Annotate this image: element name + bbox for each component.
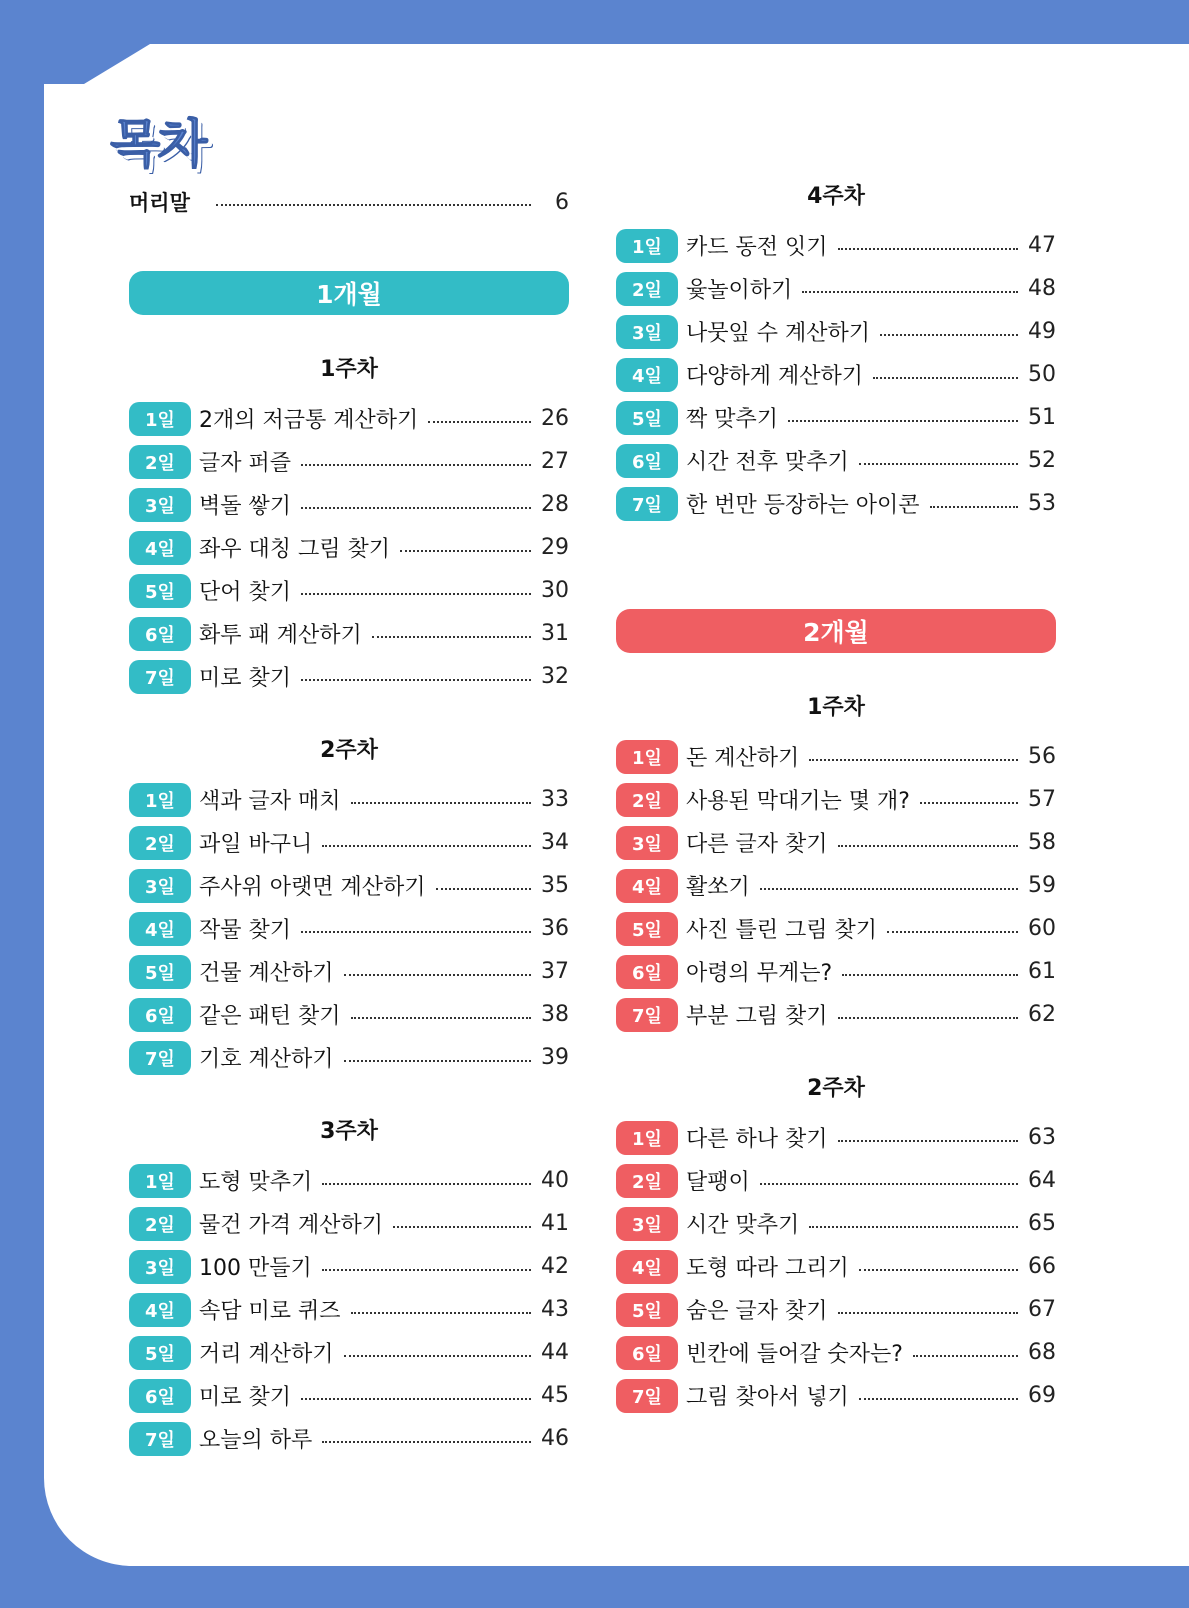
day-badge: 1일 xyxy=(616,740,678,774)
entry-title: 100 만들기 xyxy=(199,1256,312,1281)
leader-dots xyxy=(301,679,531,681)
toc-entry[interactable] xyxy=(129,1036,569,1079)
toc-entry[interactable] xyxy=(616,353,1056,396)
day-badge: 7일 xyxy=(129,660,191,694)
toc-entry[interactable] xyxy=(129,778,569,821)
month-1-week-2 xyxy=(129,734,569,1079)
toc-entry[interactable] xyxy=(129,907,569,950)
entry-title: 건물 계산하기 xyxy=(199,961,334,986)
toc-entry[interactable] xyxy=(616,778,1056,821)
entry-title: 단어 찾기 xyxy=(199,580,292,605)
entry-page: 40 xyxy=(541,1168,569,1193)
toc-entry[interactable] xyxy=(616,396,1056,439)
day-badge: 5일 xyxy=(129,955,191,989)
leader-dots xyxy=(873,377,1018,379)
toc-entry[interactable] xyxy=(616,1202,1056,1245)
toc-entry[interactable] xyxy=(129,1159,569,1202)
entry-page: 51 xyxy=(1028,405,1056,430)
entry-title: 빈칸에 들어갈 숫자는? xyxy=(686,1342,903,1367)
entry-page: 29 xyxy=(541,535,569,560)
leader-dots xyxy=(322,1441,531,1443)
leader-dots xyxy=(809,759,1018,761)
month-2-week-2 xyxy=(616,1072,1056,1417)
entry-page: 53 xyxy=(1028,491,1056,516)
entry-title: 카드 동전 잇기 xyxy=(686,235,828,260)
day-badge: 6일 xyxy=(616,444,678,478)
entry-page: 26 xyxy=(541,406,569,431)
month-1-bar: 1개월 xyxy=(129,271,569,315)
leader-dots xyxy=(838,1017,1019,1019)
toc-entry[interactable] xyxy=(616,950,1056,993)
entry-title: 돈 계산하기 xyxy=(686,746,800,771)
leader-dots xyxy=(301,464,531,466)
entry-page: 36 xyxy=(541,916,569,941)
leader-dots xyxy=(400,550,531,552)
entry-page: 65 xyxy=(1028,1211,1056,1236)
entry-page: 42 xyxy=(541,1254,569,1279)
day-badge: 6일 xyxy=(616,955,678,989)
toc-entry[interactable] xyxy=(129,1288,569,1331)
preface-label: 머리말 xyxy=(129,191,190,215)
toc-entry[interactable] xyxy=(129,397,569,440)
day-badge: 2일 xyxy=(616,783,678,817)
day-badge: 3일 xyxy=(129,1250,191,1284)
day-badge: 6일 xyxy=(129,617,191,651)
leader-dots xyxy=(301,507,531,509)
entry-title: 다른 글자 찾기 xyxy=(686,832,828,857)
toc-entry[interactable] xyxy=(129,864,569,907)
leader-dots xyxy=(809,1226,1018,1228)
toc-entry[interactable] xyxy=(129,483,569,526)
leader-dots xyxy=(322,845,531,847)
preface-page: 6 xyxy=(555,189,569,215)
toc-entry[interactable] xyxy=(129,1417,569,1460)
leader-dots xyxy=(930,506,1018,508)
entry-page: 50 xyxy=(1028,362,1056,387)
leader-dots xyxy=(322,1183,531,1185)
entry-title: 과일 바구니 xyxy=(199,832,313,857)
day-badge: 7일 xyxy=(616,998,678,1032)
entry-title: 물건 가격 계산하기 xyxy=(199,1213,384,1238)
week-title: 2주차 xyxy=(807,1076,865,1101)
leader-dots xyxy=(372,636,531,638)
entry-page: 38 xyxy=(541,1002,569,1027)
entry-page: 34 xyxy=(541,830,569,855)
day-badge: 4일 xyxy=(129,531,191,565)
toc-entry[interactable] xyxy=(616,1374,1056,1417)
entry-title: 짝 맞추기 xyxy=(686,407,779,432)
toc-entry[interactable] xyxy=(616,1116,1056,1159)
toc-entry[interactable] xyxy=(616,224,1056,267)
entry-page: 44 xyxy=(541,1340,569,1365)
entry-title: 작물 찾기 xyxy=(199,918,292,943)
month-2-week-1 xyxy=(616,691,1056,1036)
entry-page: 37 xyxy=(541,959,569,984)
entry-title: 글자 퍼즐 xyxy=(199,451,292,476)
preface-entry[interactable] xyxy=(129,180,569,224)
toc-entry[interactable] xyxy=(129,569,569,612)
day-badge: 6일 xyxy=(129,998,191,1032)
entry-title: 거리 계산하기 xyxy=(199,1342,334,1367)
toc-entry[interactable] xyxy=(616,482,1056,525)
leader-dots xyxy=(301,1398,531,1400)
entry-page: 27 xyxy=(541,449,569,474)
day-badge: 5일 xyxy=(129,1336,191,1370)
day-badge: 1일 xyxy=(129,783,191,817)
entry-title: 시간 전후 맞추기 xyxy=(686,450,849,475)
month-1-week-3 xyxy=(129,1115,569,1460)
day-badge: 2일 xyxy=(129,445,191,479)
toc-entry[interactable] xyxy=(129,1245,569,1288)
day-badge: 7일 xyxy=(616,487,678,521)
toc-entry[interactable] xyxy=(616,735,1056,778)
day-badge: 5일 xyxy=(129,574,191,608)
leader-dots xyxy=(838,845,1019,847)
day-badge: 3일 xyxy=(616,315,678,349)
entry-page: 63 xyxy=(1028,1125,1056,1150)
toc-entry[interactable] xyxy=(129,612,569,655)
entry-title: 부분 그림 찾기 xyxy=(686,1004,828,1029)
entry-page: 49 xyxy=(1028,319,1056,344)
entry-title: 좌우 대칭 그림 찾기 xyxy=(199,537,390,562)
entry-page: 28 xyxy=(541,492,569,517)
entry-page: 58 xyxy=(1028,830,1056,855)
toc-entry[interactable] xyxy=(616,1159,1056,1202)
leader-dots xyxy=(351,1017,532,1019)
entry-page: 33 xyxy=(541,787,569,812)
entry-title: 주사위 아랫면 계산하기 xyxy=(199,875,426,900)
month-2-bar: 2개월 xyxy=(616,609,1056,653)
leader-dots xyxy=(920,802,1018,804)
day-badge: 3일 xyxy=(616,826,678,860)
toc-column-right xyxy=(616,180,1056,1417)
day-badge: 4일 xyxy=(129,1293,191,1327)
toc-entry[interactable] xyxy=(616,439,1056,482)
entry-page: 41 xyxy=(541,1211,569,1236)
leader-dots xyxy=(788,420,1018,422)
entry-title: 오늘의 하루 xyxy=(199,1428,313,1453)
entry-page: 69 xyxy=(1028,1383,1056,1408)
toc-entry[interactable] xyxy=(616,310,1056,353)
day-badge: 7일 xyxy=(129,1422,191,1456)
toc-entry[interactable] xyxy=(129,655,569,698)
day-badge: 2일 xyxy=(616,1164,678,1198)
entry-title: 미로 찾기 xyxy=(199,666,292,691)
leader-dots xyxy=(887,931,1018,933)
day-badge: 6일 xyxy=(129,1379,191,1413)
leader-dots xyxy=(428,421,531,423)
entry-title: 숨은 글자 찾기 xyxy=(686,1299,828,1324)
entry-page: 35 xyxy=(541,873,569,898)
entry-title: 같은 패턴 찾기 xyxy=(199,1004,341,1029)
leader-dots xyxy=(859,1269,1018,1271)
entry-title: 한 번만 등장하는 아이콘 xyxy=(686,493,920,518)
leader-dots xyxy=(393,1226,531,1228)
day-badge: 7일 xyxy=(616,1379,678,1413)
entry-page: 56 xyxy=(1028,744,1056,769)
entry-page: 43 xyxy=(541,1297,569,1322)
week-title: 1주차 xyxy=(320,357,378,382)
entry-title: 윷놀이하기 xyxy=(686,278,793,303)
leader-dots xyxy=(436,888,531,890)
toc-entry[interactable] xyxy=(616,267,1056,310)
toc-entry[interactable] xyxy=(129,526,569,569)
leader-dots xyxy=(838,248,1019,250)
toc-entry[interactable] xyxy=(616,907,1056,950)
toc-column-left xyxy=(129,180,569,1460)
toc-entry[interactable] xyxy=(129,950,569,993)
day-badge: 1일 xyxy=(616,1121,678,1155)
leader-dots xyxy=(322,1269,531,1271)
entry-page: 45 xyxy=(541,1383,569,1408)
toc-entry[interactable] xyxy=(616,1245,1056,1288)
entry-title: 시간 맞추기 xyxy=(686,1213,800,1238)
leader-dots xyxy=(913,1355,1018,1357)
entry-title: 아령의 무게는? xyxy=(686,961,833,986)
day-badge: 1일 xyxy=(129,1164,191,1198)
entry-page: 61 xyxy=(1028,959,1056,984)
toc-entry[interactable] xyxy=(616,864,1056,907)
leader-dots xyxy=(351,1312,532,1314)
entry-title: 벽돌 쌓기 xyxy=(199,494,292,519)
entry-page: 31 xyxy=(541,621,569,646)
toc-entry[interactable] xyxy=(616,821,1056,864)
entry-page: 68 xyxy=(1028,1340,1056,1365)
leader-dots xyxy=(760,888,1018,890)
entry-title: 도형 따라 그리기 xyxy=(686,1256,849,1281)
entry-title: 속담 미로 퀴즈 xyxy=(199,1299,341,1324)
day-badge: 4일 xyxy=(616,358,678,392)
day-badge: 2일 xyxy=(129,1207,191,1241)
entry-title: 사용된 막대기는 몇 개? xyxy=(686,789,910,814)
week-title: 2주차 xyxy=(320,738,378,763)
leader-dots xyxy=(838,1140,1019,1142)
entry-title: 다양하게 계산하기 xyxy=(686,364,864,389)
day-badge: 1일 xyxy=(616,229,678,263)
leader-dots xyxy=(859,463,1018,465)
entry-page: 64 xyxy=(1028,1168,1056,1193)
leader-dots xyxy=(301,931,531,933)
entry-page: 47 xyxy=(1028,233,1056,258)
leader-dots xyxy=(880,334,1018,336)
day-badge: 5일 xyxy=(616,1293,678,1327)
entry-title: 활쏘기 xyxy=(686,875,750,900)
entry-page: 52 xyxy=(1028,448,1056,473)
day-badge: 3일 xyxy=(129,869,191,903)
entry-page: 48 xyxy=(1028,276,1056,301)
week-title: 3주차 xyxy=(320,1119,378,1144)
leader-dots xyxy=(859,1398,1018,1400)
leader-dots xyxy=(301,593,531,595)
leader-dots xyxy=(351,802,532,804)
entry-title: 나뭇잎 수 계산하기 xyxy=(686,321,871,346)
entry-title: 색과 글자 매치 xyxy=(199,789,341,814)
entry-page: 66 xyxy=(1028,1254,1056,1279)
day-badge: 6일 xyxy=(616,1336,678,1370)
entry-page: 57 xyxy=(1028,787,1056,812)
entry-title: 사진 틀린 그림 찾기 xyxy=(686,918,877,943)
day-badge: 3일 xyxy=(616,1207,678,1241)
day-badge: 7일 xyxy=(129,1041,191,1075)
leader-dots xyxy=(802,291,1018,293)
entry-page: 62 xyxy=(1028,1002,1056,1027)
day-badge: 4일 xyxy=(616,1250,678,1284)
day-badge: 1일 xyxy=(129,402,191,436)
entry-page: 60 xyxy=(1028,916,1056,941)
entry-title: 다른 하나 찾기 xyxy=(686,1127,828,1152)
entry-page: 39 xyxy=(541,1045,569,1070)
entry-page: 59 xyxy=(1028,873,1056,898)
leader-dots xyxy=(344,974,531,976)
month-1-week-1 xyxy=(129,353,569,698)
entry-title: 기호 계산하기 xyxy=(199,1047,334,1072)
toc-entry[interactable] xyxy=(129,1202,569,1245)
entry-page: 30 xyxy=(541,578,569,603)
leader-dots xyxy=(344,1060,531,1062)
day-badge: 4일 xyxy=(616,869,678,903)
entry-title: 도형 맞추기 xyxy=(199,1170,313,1195)
toc-entry[interactable] xyxy=(129,1374,569,1417)
toc-entry[interactable] xyxy=(616,1331,1056,1374)
entry-title: 2개의 저금통 계산하기 xyxy=(199,408,419,433)
entry-title: 미로 찾기 xyxy=(199,1385,292,1410)
month-1-week-4 xyxy=(616,180,1056,525)
toc-entry[interactable] xyxy=(129,440,569,483)
leader-dots xyxy=(838,1312,1019,1314)
day-badge: 4일 xyxy=(129,912,191,946)
leader-dots xyxy=(344,1355,531,1357)
leader-dots xyxy=(216,204,531,206)
toc-entry[interactable] xyxy=(129,993,569,1036)
day-badge: 3일 xyxy=(129,488,191,522)
toc-title: 목차 xyxy=(110,115,205,175)
day-badge: 2일 xyxy=(129,826,191,860)
day-badge: 5일 xyxy=(616,401,678,435)
entry-page: 67 xyxy=(1028,1297,1056,1322)
entry-title: 그림 찾아서 넣기 xyxy=(686,1385,849,1410)
week-title: 4주차 xyxy=(807,184,865,209)
toc-entry[interactable] xyxy=(616,993,1056,1036)
entry-title: 화투 패 계산하기 xyxy=(199,623,362,648)
toc-entry[interactable] xyxy=(129,821,569,864)
entry-title: 달팽이 xyxy=(686,1170,750,1195)
entry-page: 46 xyxy=(541,1426,569,1451)
leader-dots xyxy=(842,974,1018,976)
toc-entry[interactable] xyxy=(616,1288,1056,1331)
week-title: 1주차 xyxy=(807,695,865,720)
leader-dots xyxy=(760,1183,1018,1185)
day-badge: 5일 xyxy=(616,912,678,946)
toc-entry[interactable] xyxy=(129,1331,569,1374)
entry-page: 32 xyxy=(541,664,569,689)
day-badge: 2일 xyxy=(616,272,678,306)
